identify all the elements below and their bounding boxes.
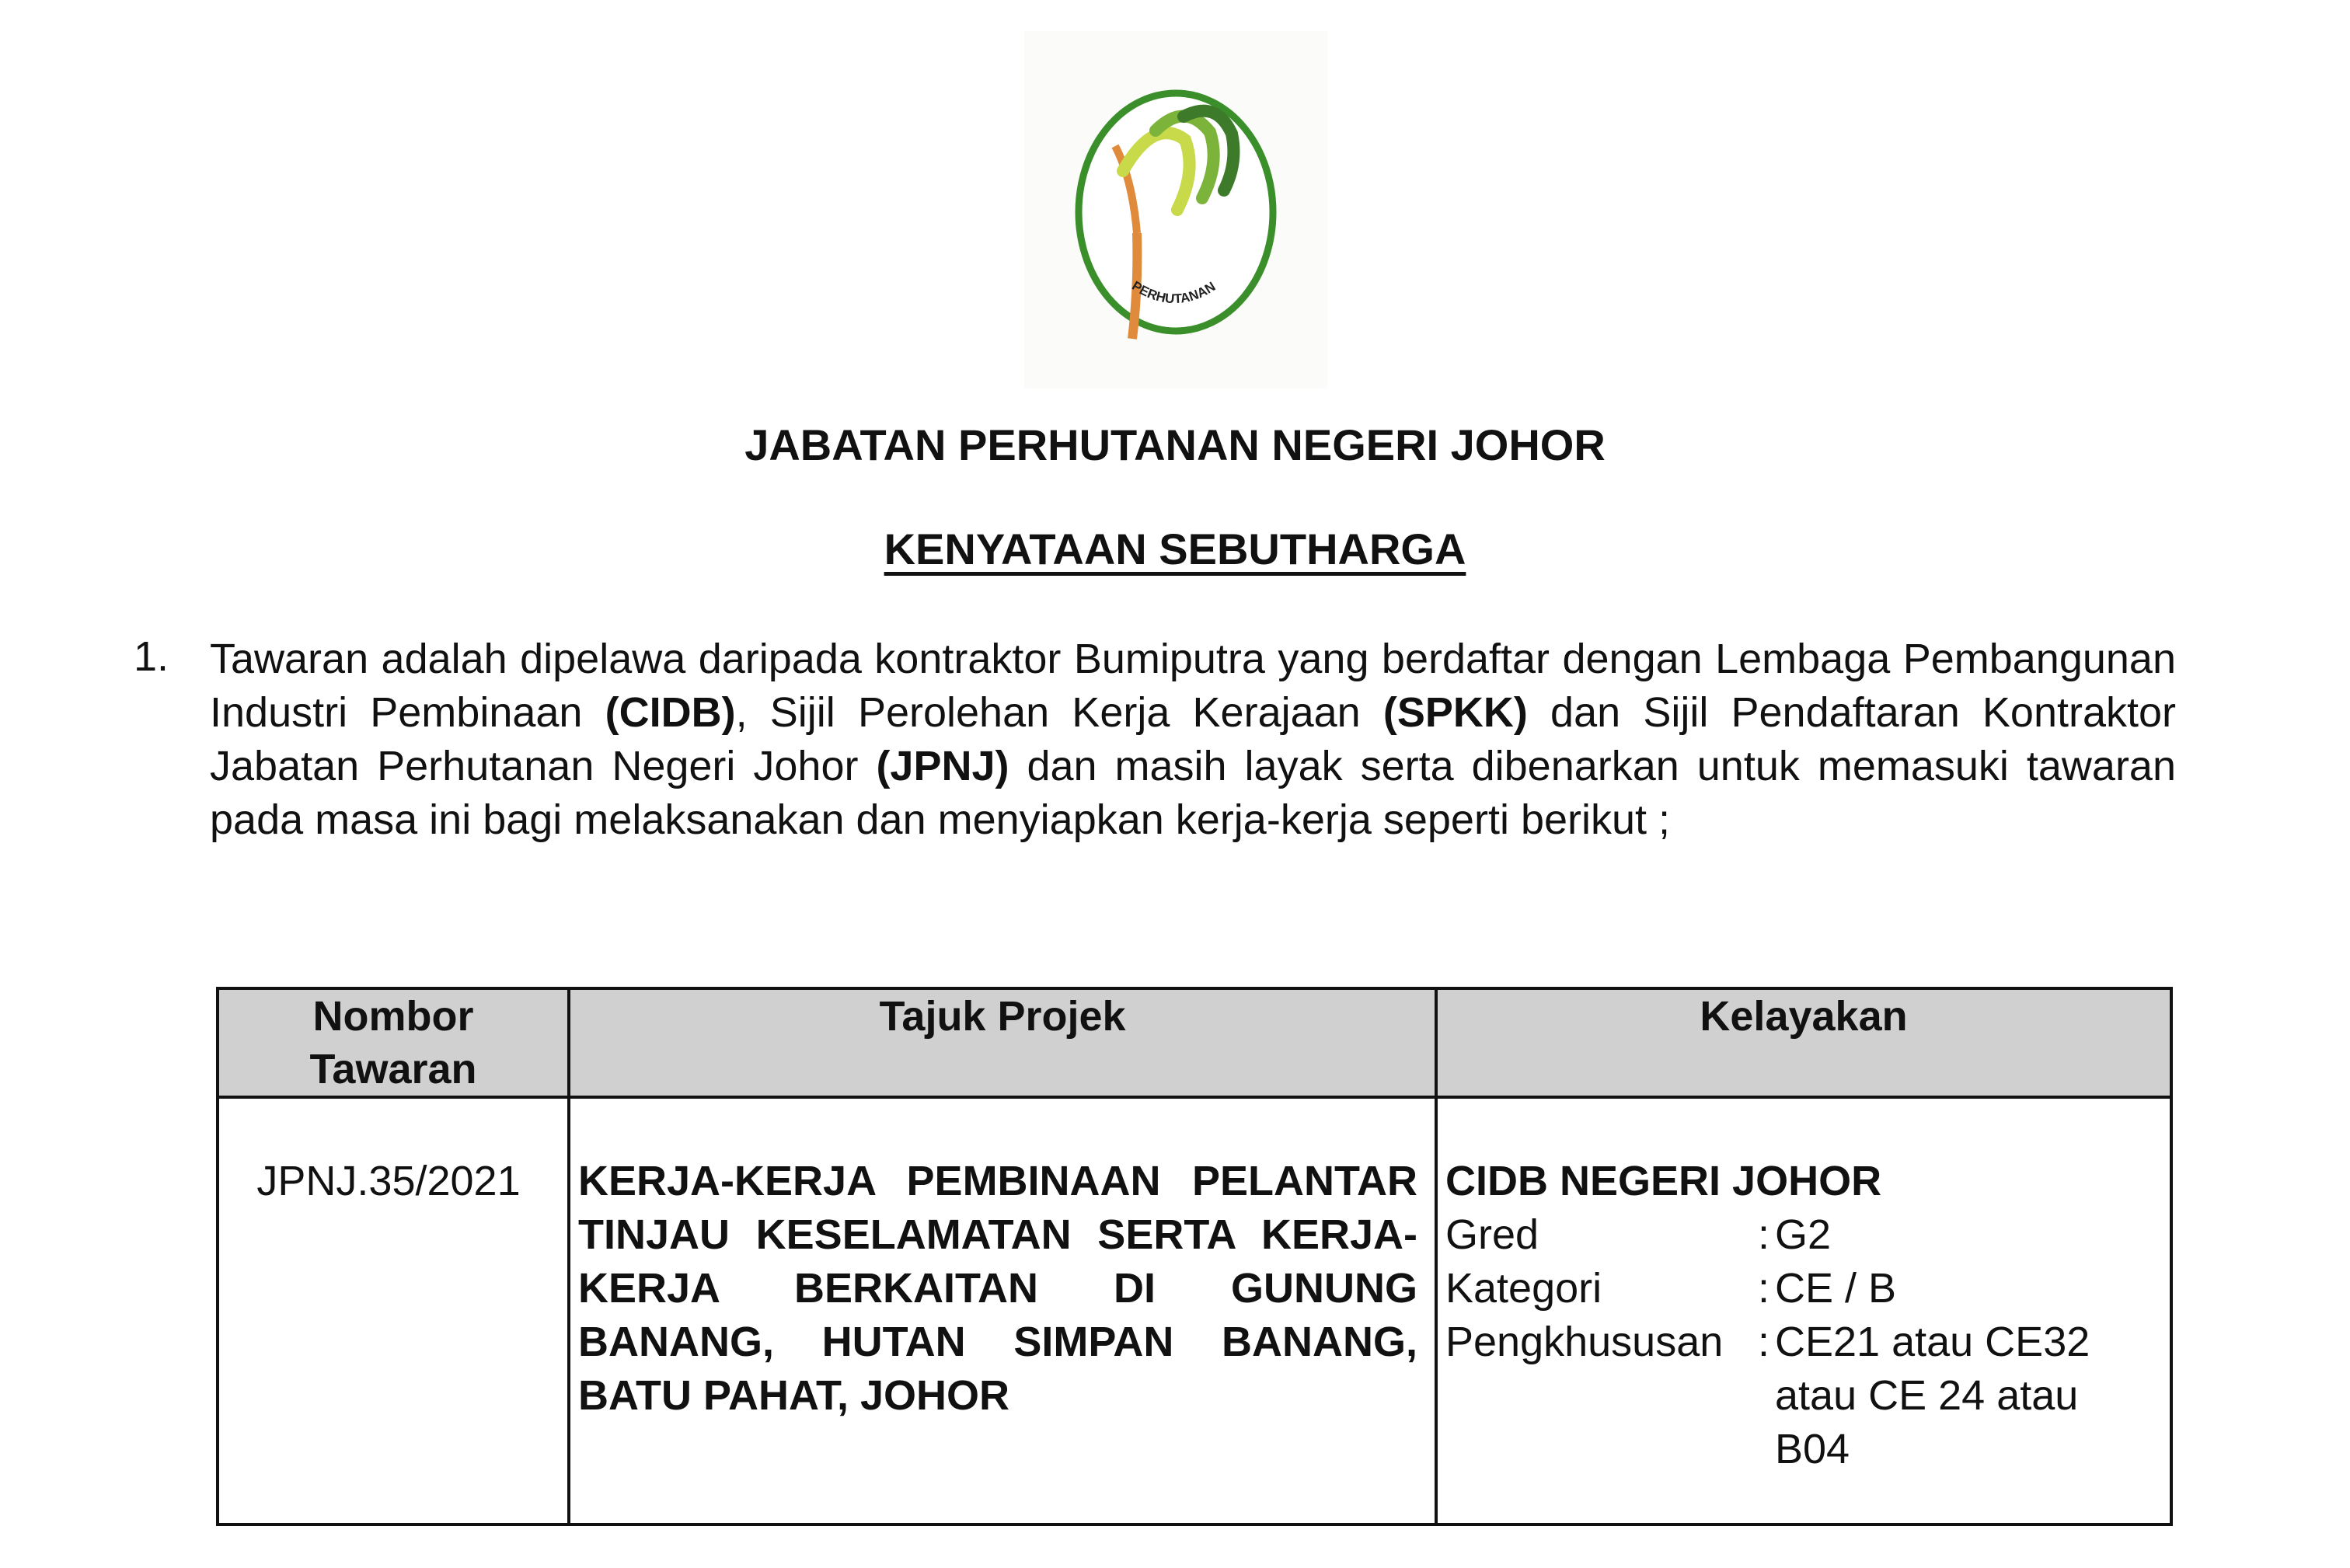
jpnj-acronym: (JPNJ)	[876, 743, 1009, 789]
pengkhususan-row	[1445, 1315, 2153, 1476]
gred-label: Gred	[1445, 1211, 1539, 1258]
tender-number-cell: JPNJ.35/2021	[218, 1097, 569, 1524]
organization-title: JABATAN PERHUTANAN NEGERI JOHOR	[744, 420, 1606, 469]
tender-table	[216, 987, 2173, 1526]
header-project-title: Tajuk Projek	[569, 988, 1436, 1097]
logo-caption: PERHUTANAN	[1129, 278, 1219, 307]
kategori-row	[1445, 1262, 2153, 1315]
cidb-acronym: (CIDB)	[605, 689, 736, 736]
kategori-value: CE / B	[1775, 1265, 1897, 1312]
table-row	[218, 1097, 2171, 1524]
eligibility-cell	[1436, 1097, 2171, 1524]
eligibility-heading: CIDB NEGERI JOHOR	[1445, 1158, 1882, 1204]
logo-container	[1024, 31, 1327, 389]
gred-separator: :	[1758, 1211, 1770, 1258]
paragraph-text-part: Tawaran adalah dipelawa daripada kontraktor Bumiputra yang berdaftar dengan Lembaga Pembangunan Industri Pembinaan	[210, 636, 2176, 736]
gred-value: G2	[1775, 1211, 1832, 1258]
header-eligibility: Kelayakan	[1436, 988, 2171, 1097]
gred-row	[1445, 1208, 2153, 1262]
paragraph-text-part: , Sijil Perolehan Kerja Kerajaan	[735, 689, 1383, 736]
paragraph-number: 1.	[134, 633, 169, 680]
paragraph-text-part: dan masih layak serta dibenarkan untuk memasuki tawaran pada masa ini bagi melaksanakan dan menyiapkan kerja-kerja seperti berikut ;	[210, 743, 2176, 843]
spkk-acronym: (SPKK)	[1382, 689, 1528, 736]
document-title: KENYATAAN SEBUTHARGA	[884, 524, 1466, 573]
pengkhususan-value: CE21 atau CE32 atau CE 24 atau B04	[1775, 1319, 2090, 1472]
pengkhususan-label: Pengkhususan	[1445, 1319, 1724, 1365]
project-title-cell: KERJA-KERJA PEMBINAAN PELANTAR TINJAU KESELAMATAN SERTA KERJA-KERJA BERKAITAN DI GUNUNG BANANG, HUTAN SIMPAN BANANG, BATU PAHAT, JOHOR	[569, 1097, 1436, 1524]
table-header-row	[218, 988, 2171, 1097]
paragraph-text	[210, 632, 2176, 847]
pengkhususan-separator: :	[1758, 1319, 1770, 1365]
header-tender-number: Nombor Tawaran	[218, 988, 569, 1097]
kategori-separator: :	[1758, 1265, 1770, 1312]
perhutanan-logo-icon	[1069, 85, 1283, 342]
paragraph-text-part: dan Sijil Pendaftaran Kontraktor Jabatan Perhutanan Negeri Johor	[210, 689, 2177, 789]
kategori-label: Kategori	[1445, 1265, 1602, 1312]
